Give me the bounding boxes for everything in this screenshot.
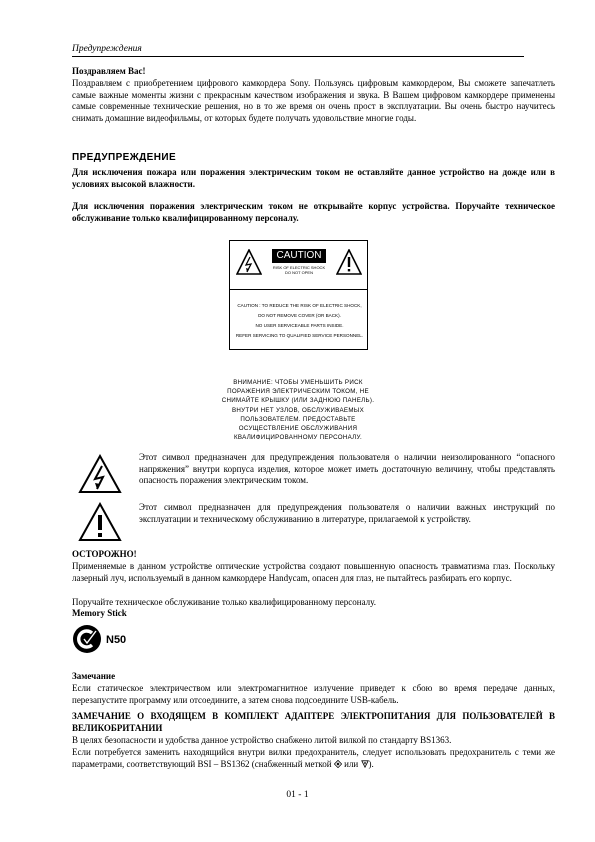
uk-note-text-1: В целях безопасности и удобства данное устройство снабжено литой вилкой по стандарту BS1363. (72, 735, 452, 745)
uk-note-end: ). (368, 758, 374, 769)
caution-line-2: DO NOT REMOVE COVER (OR BACK). (258, 313, 341, 318)
header-rule (72, 56, 524, 57)
memory-stick-label: Memory Stick (72, 608, 127, 618)
ru-caution-line: ВНУТРИ НЕТ УЗЛОВ, ОБСЛУЖИВАЕМЫХ (231, 406, 365, 414)
ru-caution-line: КВАЛИФИЦИРОВАННОМУ ПЕРСОНАЛУ. (234, 434, 362, 442)
ru-caution-line: СНИМАЙТЕ КРЫШКУ (ИЛИ ЗАДНЮЮ ПАНЕЛЬ). (221, 397, 375, 405)
warning-paragraph-1: Для исключения пожара или поражения электрическим током не оставляйте данное устройство на дожде или в условиях высокой влажности. (72, 167, 555, 189)
lightning-triangle-icon (236, 249, 262, 275)
asta-mark-icon (361, 760, 369, 768)
bsi-kitemark-icon (334, 760, 342, 768)
exclamation-triangle-icon (336, 249, 362, 275)
caution-line-3: NO USER SERVICEABLE PARTS INSIDE. (255, 323, 344, 328)
c-tick-logo (72, 624, 102, 654)
intro-text: Поздравляем с приобретением цифрового камкордера Sony. Пользуясь цифровым камкордером, Вы сможете запечатлеть самые важные моменты жизни с прекрасным качеством изображения и звука. В Вашем цифровом камкордере применены самые современные технические решения, но в то же время он очень прост в эксплуатации. Вы очень быстро научитесь снимать домашние видеофильмы, от которых будете получать удовольствие многие годы. (72, 78, 555, 123)
uk-note-text-2-main: Если потребуется заменить находящийся внутри вилки предохранитель, следует использовать предохранитель с теми же параметрами, соответствующий BSI – BS1362 (снабженный меткой (72, 747, 555, 769)
ru-caution-line: ВНИМАНИЕ: ЧТОБЫ УМЕНЬШИТЬ РИСК (233, 379, 363, 386)
intro-title: Поздравляем Вас! (72, 66, 146, 76)
ru-caution-line: ОСУЩЕСТВЛЕНИЕ ОБСЛУЖИВАНИЯ (238, 425, 358, 433)
exclamation-symbol-text: Этот символ предназначен для предупреждения пользователя о наличии важных инструкций по эксплуатации и техническому обслуживанию в литературе, прилагаемой к устройству. (139, 502, 555, 524)
exclamation-triangle-icon (78, 502, 122, 542)
ru-caution-text (210, 378, 386, 442)
lightning-triangle-icon (78, 454, 122, 494)
caution-sub-line-1: RISK OF ELECTRIC SHOCK (272, 265, 326, 270)
page-number: 01 - 1 (286, 790, 309, 800)
warning-paragraph-2: Для исключения поражения электрическим током не открывайте корпус устройства. Поручайте техническое обслуживание только квалифицированному персоналу. (72, 201, 555, 223)
ru-caution-line: ПОЛЬЗОВАТЕЛЕМ. ПРЕДОСТАВЬТЕ (240, 415, 356, 423)
caution-line-4: REFER SERVICING TO QUALIFIED SERVICE PERSONNEL. (235, 333, 364, 338)
careful-text-1: Применяемые в данном устройстве оптические устройства создают повышенную опасность травматизма глаз. Поскольку лазерный луч, используемый в данном камкордере Handycam, опасен для глаз, не пытайтесь разбирать его корпус. (72, 561, 555, 583)
careful-text-2: Поручайте техническое обслуживание только квалифицированному персоналу. (72, 597, 377, 607)
caution-line-1: CAUTION : TO REDUCE THE RISK OF ELECTRIC SHOCK, (237, 303, 362, 308)
logo-code: N50 (106, 634, 127, 646)
section-header: Предупреждения (72, 44, 142, 54)
uk-note-text-2 (72, 747, 555, 770)
caution-sub-line-2: DO NOT OPEN (285, 270, 313, 275)
caution-label (229, 240, 368, 350)
careful-heading: ОСТОРОЖНО! (72, 549, 137, 559)
caution-title: CAUTION (272, 249, 326, 263)
note-heading: Замечание (72, 671, 116, 681)
caution-divider (230, 289, 367, 290)
ru-caution-line: ПОРАЖЕНИЯ ЭЛЕКТРИЧЕСКИМ ТОКОМ, НЕ (227, 388, 369, 396)
note-text: Если статическое электричеством или электромагнитное излучение приведет к сбою во время передаче данных, перезапустите программу или отсоедините, а затем снова подсоедините USB-кабель. (72, 683, 555, 705)
lightning-symbol-text: Этот символ предназначен для предупреждения пользователя о наличии неизолированного “опасного напряжения” внутри корпуса изделия, которое может иметь достаточную величину, чтобы представлять опасность поражения электрическим током. (139, 452, 555, 486)
warning-heading: ПРЕДУПРЕЖДЕНИЕ (72, 152, 177, 163)
uk-note-or: или (344, 758, 359, 769)
uk-note-heading: ЗАМЕЧАНИЕ О ВХОДЯЩЕМ В КОМПЛЕКТ АДАПТЕРЕ ЭЛЕКТРОПИТАНИЯ ДЛЯ ПОЛЬЗОВАТЕЛЕЙ В ВЕЛИКОБРИТАНИИ (72, 711, 555, 733)
caution-subtitle (270, 265, 328, 275)
